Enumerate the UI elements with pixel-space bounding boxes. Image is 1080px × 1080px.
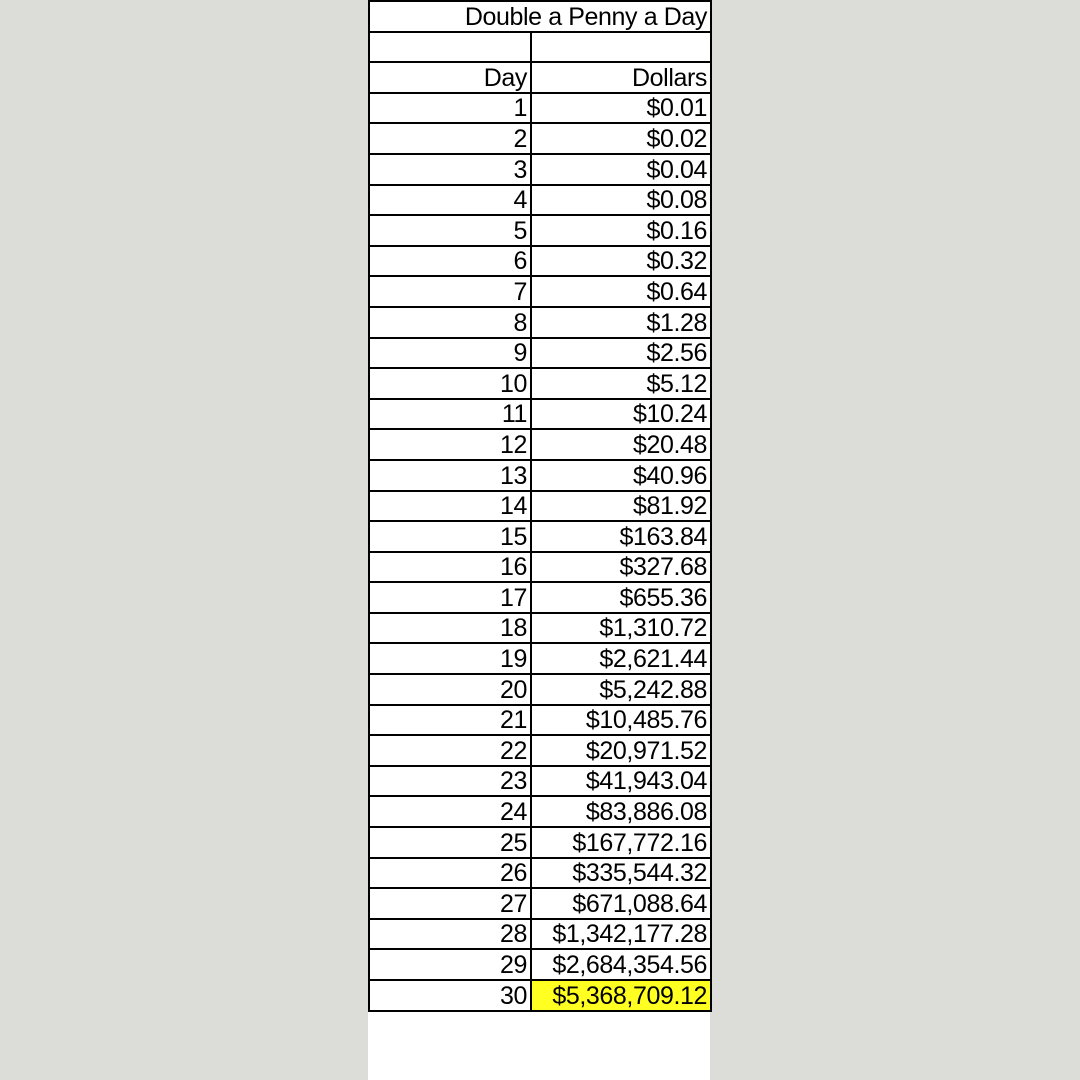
dollars-cell[interactable]: $1,342,177.28 — [531, 919, 711, 950]
dollars-cell[interactable]: $335,544.32 — [531, 858, 711, 889]
dollars-cell[interactable]: $10,485.76 — [531, 705, 711, 736]
table-row — [369, 735, 711, 766]
day-cell[interactable]: 14 — [369, 491, 531, 522]
table-row — [369, 368, 711, 399]
day-cell[interactable]: 1 — [369, 93, 531, 124]
table-row — [369, 766, 711, 797]
day-cell[interactable]: 26 — [369, 858, 531, 889]
dollars-cell[interactable]: $0.04 — [531, 154, 711, 185]
blank-cell[interactable] — [369, 32, 531, 63]
header-day[interactable]: Day — [369, 62, 531, 93]
dollars-cell[interactable]: $163.84 — [531, 521, 711, 552]
table-row — [369, 827, 711, 858]
dollars-cell[interactable]: $671,088.64 — [531, 888, 711, 919]
table-row — [369, 429, 711, 460]
header-dollars[interactable]: Dollars — [531, 62, 711, 93]
day-cell[interactable]: 23 — [369, 766, 531, 797]
day-cell[interactable]: 21 — [369, 705, 531, 736]
dollars-cell[interactable]: $5,242.88 — [531, 674, 711, 705]
table-row — [369, 399, 711, 430]
dollars-cell[interactable]: $10.24 — [531, 399, 711, 430]
dollars-cell[interactable]: $41,943.04 — [531, 766, 711, 797]
dollars-cell[interactable]: $2,621.44 — [531, 643, 711, 674]
title-row — [369, 1, 711, 32]
day-cell[interactable]: 27 — [369, 888, 531, 919]
day-cell[interactable]: 5 — [369, 215, 531, 246]
table-row — [369, 185, 711, 216]
table-row — [369, 980, 711, 1011]
day-cell[interactable]: 8 — [369, 307, 531, 338]
table-row — [369, 123, 711, 154]
day-cell[interactable]: 7 — [369, 276, 531, 307]
table-row — [369, 276, 711, 307]
dollars-cell[interactable]: $327.68 — [531, 552, 711, 583]
table-row — [369, 521, 711, 552]
table-row — [369, 919, 711, 950]
header-row — [369, 62, 711, 93]
blank-cell[interactable] — [531, 32, 711, 63]
table-row — [369, 215, 711, 246]
dollars-cell[interactable]: $83,886.08 — [531, 796, 711, 827]
dollars-cell[interactable]: $20,971.52 — [531, 735, 711, 766]
highlighted-dollars-cell[interactable]: $5,368,709.12 — [531, 980, 711, 1011]
day-cell[interactable]: 4 — [369, 185, 531, 216]
day-cell[interactable]: 3 — [369, 154, 531, 185]
table-row — [369, 705, 711, 736]
table-row — [369, 674, 711, 705]
day-cell[interactable]: 12 — [369, 429, 531, 460]
dollars-cell[interactable]: $167,772.16 — [531, 827, 711, 858]
penny-table — [368, 0, 712, 1012]
dollars-cell[interactable]: $0.02 — [531, 123, 711, 154]
day-cell[interactable]: 18 — [369, 613, 531, 644]
table-row — [369, 93, 711, 124]
table-row — [369, 338, 711, 369]
table-row — [369, 246, 711, 277]
day-cell[interactable]: 11 — [369, 399, 531, 430]
blank-row — [369, 32, 711, 63]
dollars-cell[interactable]: $2,684,354.56 — [531, 949, 711, 980]
table-row — [369, 858, 711, 889]
day-cell[interactable]: 30 — [369, 980, 531, 1011]
table-row — [369, 552, 711, 583]
dollars-cell[interactable]: $0.32 — [531, 246, 711, 277]
dollars-cell[interactable]: $0.64 — [531, 276, 711, 307]
day-cell[interactable]: 22 — [369, 735, 531, 766]
dollars-cell[interactable]: $5.12 — [531, 368, 711, 399]
dollars-cell[interactable]: $0.01 — [531, 93, 711, 124]
table-row — [369, 796, 711, 827]
dollars-cell[interactable]: $2.56 — [531, 338, 711, 369]
day-cell[interactable]: 13 — [369, 460, 531, 491]
dollars-cell[interactable]: $655.36 — [531, 582, 711, 613]
day-cell[interactable]: 24 — [369, 796, 531, 827]
table-row — [369, 582, 711, 613]
day-cell[interactable]: 15 — [369, 521, 531, 552]
table-row — [369, 307, 711, 338]
dollars-cell[interactable]: $0.16 — [531, 215, 711, 246]
day-cell[interactable]: 28 — [369, 919, 531, 950]
table-row — [369, 460, 711, 491]
spreadsheet — [368, 0, 710, 1080]
title-cell[interactable]: Double a Penny a Day — [369, 1, 711, 32]
dollars-cell[interactable]: $20.48 — [531, 429, 711, 460]
table-body — [369, 1, 711, 1011]
day-cell[interactable]: 29 — [369, 949, 531, 980]
day-cell[interactable]: 25 — [369, 827, 531, 858]
dollars-cell[interactable]: $40.96 — [531, 460, 711, 491]
table-row — [369, 949, 711, 980]
day-cell[interactable]: 19 — [369, 643, 531, 674]
table-row — [369, 154, 711, 185]
day-cell[interactable]: 17 — [369, 582, 531, 613]
dollars-cell[interactable]: $81.92 — [531, 491, 711, 522]
dollars-cell[interactable]: $0.08 — [531, 185, 711, 216]
day-cell[interactable]: 20 — [369, 674, 531, 705]
table-row — [369, 491, 711, 522]
day-cell[interactable]: 2 — [369, 123, 531, 154]
day-cell[interactable]: 16 — [369, 552, 531, 583]
dollars-cell[interactable]: $1.28 — [531, 307, 711, 338]
day-cell[interactable]: 10 — [369, 368, 531, 399]
dollars-cell[interactable]: $1,310.72 — [531, 613, 711, 644]
table-row — [369, 613, 711, 644]
table-row — [369, 643, 711, 674]
table-row — [369, 888, 711, 919]
day-cell[interactable]: 6 — [369, 246, 531, 277]
day-cell[interactable]: 9 — [369, 338, 531, 369]
